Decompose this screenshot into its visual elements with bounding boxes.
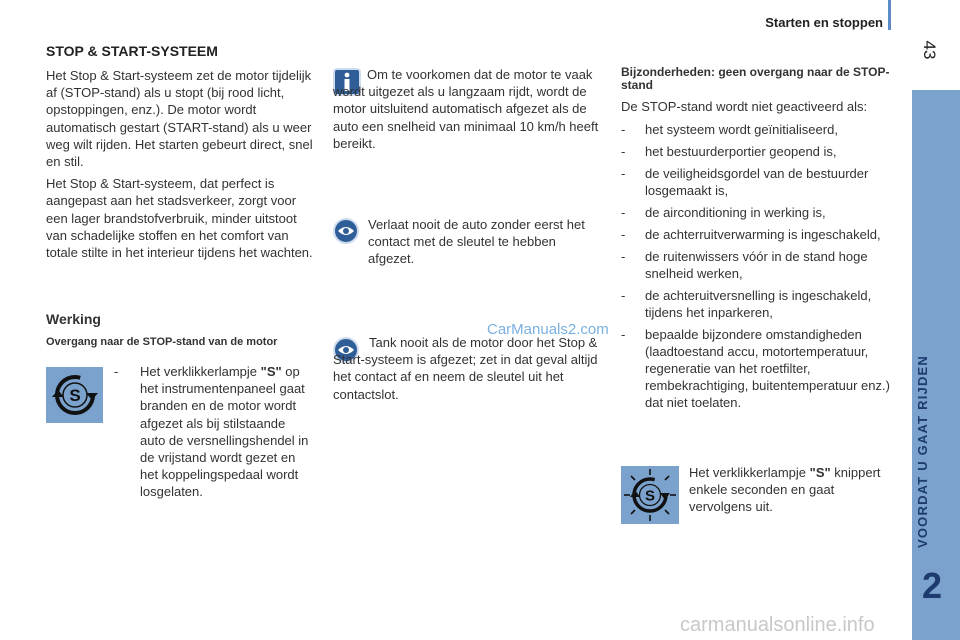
blink-note-post: knippert enkele seconden en gaat vervolgens uit. bbox=[689, 465, 881, 515]
watermark-carmanualsonline: carmanualsonline.info bbox=[680, 614, 875, 636]
exception-item bbox=[621, 121, 891, 138]
exception-item-text: de achteruitversnelling is ingeschakeld, tijdens het inparkeren, bbox=[645, 288, 872, 321]
werking-heading: Werking bbox=[46, 311, 101, 327]
bullet-dash: - bbox=[621, 166, 626, 182]
chapter-number: 2 bbox=[922, 565, 943, 606]
overgang-heading: Overgang naar de STOP-stand van de motor bbox=[46, 336, 278, 348]
header-rule bbox=[888, 0, 891, 30]
watermark-carmanuals2: CarManuals2.com bbox=[487, 321, 609, 338]
exception-item-text: bepaalde bijzondere omstandigheden (laadtoestand accu, motortemperatuur, regeneratie van het roetfilter, rembekrachtiging, buitentemperatuur enz.) dat niet toelaten. bbox=[645, 327, 890, 411]
blink-note-pre: Het verklikkerlampje bbox=[689, 465, 810, 480]
warning-note-2: Tank nooit als de motor door het Stop & Start-systeem is afgezet; zet in dat geval altijd het contact af en neem de sleutel uit het contactslot. bbox=[333, 335, 598, 402]
stop-bullet bbox=[114, 363, 314, 501]
exception-item-text: de veiligheidsgordel van de bestuurder losgemaakt is, bbox=[645, 166, 869, 199]
bullet-dash: - bbox=[114, 364, 119, 379]
intro-paragraph: Het Stop & Start-systeem zet de motor tijdelijk af (STOP-stand) als u stopt (bij rood licht, opstoppingen, enz.). De motor wordt automatisch gestart (START-stand) als u weer weg wilt rijden. Het starten gebeurt direct, snel en stil. bbox=[46, 68, 313, 170]
exception-item bbox=[621, 165, 891, 199]
running-header: Starten en stoppen bbox=[765, 15, 883, 30]
exception-item-text: de achterruitverwarming is ingeschakeld, bbox=[645, 227, 881, 243]
exception-item bbox=[621, 226, 891, 243]
bullet-dash: - bbox=[621, 327, 626, 343]
bullet-dash: - bbox=[621, 249, 626, 265]
stop-start-blink-icon bbox=[621, 466, 679, 524]
bullet-dash: - bbox=[621, 122, 626, 138]
page-number-wrap bbox=[914, 40, 938, 70]
exception-item-text: de ruitenwissers vóór in de stand hoge snelheid werken, bbox=[645, 249, 868, 282]
bullet-dash: - bbox=[621, 288, 626, 304]
warning-eye-icon bbox=[333, 218, 359, 244]
chapter-label: VOORDAT U GAAT RIJDEN bbox=[915, 354, 930, 548]
info-note: Om te voorkomen dat de motor te vaak wordt uitgezet als u langzaam rijdt, wordt de motor uitsluitend automatisch afgezet als de auto een snelheid van minimaal 10 km/h heeft bereikt. bbox=[333, 67, 599, 151]
column-3 bbox=[621, 66, 891, 416]
svg-text:S: S bbox=[68, 386, 81, 405]
bullet-text-bold: "S" bbox=[260, 364, 282, 379]
bullet-text-post: op het instrumentenpaneel gaat branden en de motor wordt afgezet als bij stilstaande auto de versnellingshendel in de vrijstand wordt gezet en het koppelingspedaal wordt losgelaten. bbox=[140, 364, 309, 500]
blink-note bbox=[689, 464, 894, 516]
svg-text:S: S bbox=[644, 487, 656, 505]
column-1 bbox=[46, 43, 314, 261]
exception-item bbox=[621, 143, 891, 160]
stop-start-icon bbox=[46, 367, 103, 423]
warning-note-1: Verlaat nooit de auto zonder eerst het contact met de sleutel te hebben afgezet. bbox=[368, 217, 585, 267]
exception-item bbox=[621, 204, 891, 221]
exceptions-title: Bijzonderheden: geen overgang naar de STOP-stand bbox=[621, 65, 890, 92]
bullet-dash: - bbox=[621, 205, 626, 221]
benefit-paragraph: Het Stop & Start-systeem, dat perfect is aangepast aan het stadsverkeer, zorgt voor een lager brandstofverbruik, minder uitstoot van schadelijke stoffen en het comfort van totale stilte in het interieur tijdens het wachten. bbox=[46, 176, 313, 261]
exception-item bbox=[621, 287, 891, 321]
bullet-text-pre: Het verklikkerlampje bbox=[140, 364, 261, 379]
exception-item bbox=[621, 326, 891, 411]
exception-item bbox=[621, 248, 891, 282]
blink-note-bold: "S" bbox=[809, 465, 831, 480]
exception-item-text: de airconditioning in werking is, bbox=[645, 205, 826, 221]
page-number: 43 bbox=[920, 40, 939, 60]
exceptions-list bbox=[621, 121, 891, 411]
section-title: STOP & START-SYSTEEM bbox=[46, 43, 218, 59]
exceptions-intro: De STOP-stand wordt niet geactiveerd als: bbox=[621, 99, 868, 114]
bullet-dash: - bbox=[621, 227, 626, 243]
stop-bullet-text bbox=[140, 363, 314, 501]
exception-item-text: het systeem wordt geïnitialiseerd, bbox=[645, 122, 838, 138]
exception-item-text: het bestuurderportier geopend is, bbox=[645, 144, 837, 160]
bullet-dash: - bbox=[621, 144, 626, 160]
